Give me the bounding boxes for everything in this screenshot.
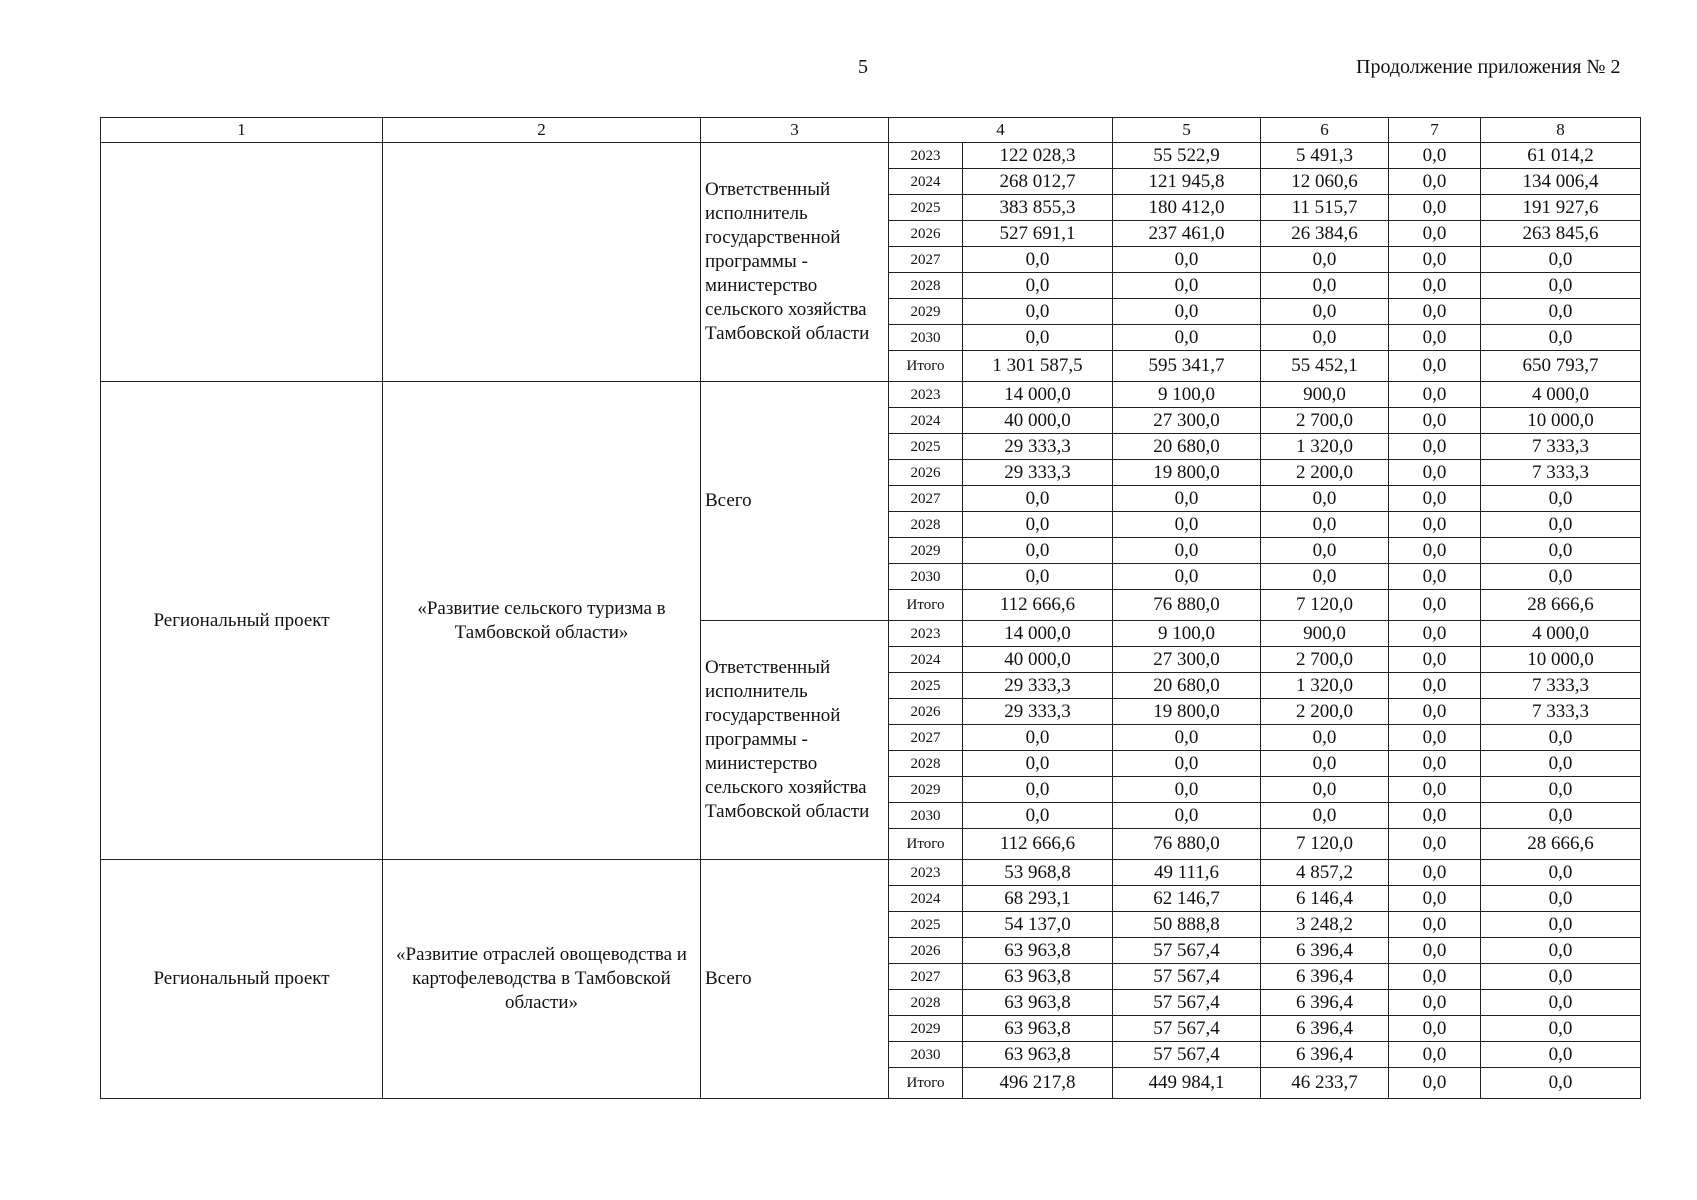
value-cell: 0,0 <box>1481 512 1641 538</box>
value-cell: 0,0 <box>1389 829 1481 860</box>
year-cell: 2028 <box>889 990 963 1016</box>
value-cell: 4 000,0 <box>1481 382 1641 408</box>
year-cell: 2027 <box>889 486 963 512</box>
value-cell: 0,0 <box>1481 1068 1641 1099</box>
value-cell: 0,0 <box>1113 247 1261 273</box>
value-cell: 0,0 <box>1389 751 1481 777</box>
year-cell: 2027 <box>889 725 963 751</box>
budget-table <box>100 117 1641 1099</box>
year-cell: 2025 <box>889 673 963 699</box>
value-cell: 0,0 <box>1113 486 1261 512</box>
value-cell: 0,0 <box>1481 751 1641 777</box>
value-cell: 237 461,0 <box>1113 221 1261 247</box>
value-cell: 63 963,8 <box>963 990 1113 1016</box>
value-cell: 63 963,8 <box>963 938 1113 964</box>
value-cell: 7 120,0 <box>1261 829 1389 860</box>
year-cell: Итого <box>889 1068 963 1099</box>
value-cell: 40 000,0 <box>963 647 1113 673</box>
value-cell: 62 146,7 <box>1113 886 1261 912</box>
value-cell: 0,0 <box>1261 325 1389 351</box>
value-cell: 28 666,6 <box>1481 590 1641 621</box>
value-cell: 12 060,6 <box>1261 169 1389 195</box>
year-cell: 2025 <box>889 912 963 938</box>
value-cell: 383 855,3 <box>963 195 1113 221</box>
value-cell: 0,0 <box>1389 990 1481 1016</box>
value-cell: 900,0 <box>1261 382 1389 408</box>
value-cell: 0,0 <box>1481 886 1641 912</box>
year-cell: 2027 <box>889 247 963 273</box>
value-cell: 0,0 <box>1261 486 1389 512</box>
value-cell: 0,0 <box>963 751 1113 777</box>
year-cell: 2024 <box>889 169 963 195</box>
project-name-cell: «Развитие отраслей овощеводства и картофелеводства в Тамбовской области» <box>383 860 701 1099</box>
year-cell: 2030 <box>889 325 963 351</box>
table-body <box>101 143 1641 1099</box>
value-cell: 0,0 <box>1389 1068 1481 1099</box>
value-cell: 900,0 <box>1261 621 1389 647</box>
value-cell: 29 333,3 <box>963 434 1113 460</box>
value-cell: 121 945,8 <box>1113 169 1261 195</box>
value-cell: 180 412,0 <box>1113 195 1261 221</box>
value-cell: 0,0 <box>1481 538 1641 564</box>
value-cell: 268 012,7 <box>963 169 1113 195</box>
value-cell: 9 100,0 <box>1113 382 1261 408</box>
year-cell: 2026 <box>889 938 963 964</box>
column-header: 8 <box>1481 118 1641 143</box>
value-cell: 29 333,3 <box>963 460 1113 486</box>
executor-cell: Ответственный исполнитель государственной программы - министерство сельского хозяйства Тамбовской области <box>701 143 889 382</box>
value-cell: 0,0 <box>1481 912 1641 938</box>
value-cell: 0,0 <box>1481 564 1641 590</box>
year-cell: 2023 <box>889 621 963 647</box>
value-cell: 0,0 <box>963 564 1113 590</box>
column-header: 6 <box>1261 118 1389 143</box>
year-cell: 2026 <box>889 699 963 725</box>
value-cell: 68 293,1 <box>963 886 1113 912</box>
value-cell: 263 845,6 <box>1481 221 1641 247</box>
year-cell: 2026 <box>889 460 963 486</box>
value-cell: 0,0 <box>1389 351 1481 382</box>
value-cell: 0,0 <box>1389 408 1481 434</box>
value-cell: 19 800,0 <box>1113 699 1261 725</box>
year-cell: 2030 <box>889 803 963 829</box>
value-cell: 7 333,3 <box>1481 460 1641 486</box>
value-cell: 0,0 <box>963 486 1113 512</box>
value-cell: 0,0 <box>1261 247 1389 273</box>
project-type-cell: Региональный проект <box>101 382 383 860</box>
value-cell: 0,0 <box>1113 803 1261 829</box>
value-cell: 0,0 <box>1389 486 1481 512</box>
value-cell: 0,0 <box>1389 460 1481 486</box>
value-cell: 29 333,3 <box>963 699 1113 725</box>
value-cell: 55 452,1 <box>1261 351 1389 382</box>
value-cell: 57 567,4 <box>1113 1016 1261 1042</box>
value-cell: 3 248,2 <box>1261 912 1389 938</box>
value-cell: 27 300,0 <box>1113 647 1261 673</box>
value-cell: 7 333,3 <box>1481 699 1641 725</box>
value-cell: 0,0 <box>1481 777 1641 803</box>
value-cell: 0,0 <box>963 512 1113 538</box>
value-cell: 6 396,4 <box>1261 1042 1389 1068</box>
value-cell: 0,0 <box>1389 673 1481 699</box>
year-cell: 2028 <box>889 512 963 538</box>
column-header: 2 <box>383 118 701 143</box>
value-cell: 2 700,0 <box>1261 408 1389 434</box>
value-cell: 50 888,8 <box>1113 912 1261 938</box>
year-cell: 2026 <box>889 221 963 247</box>
value-cell: 4 857,2 <box>1261 860 1389 886</box>
value-cell: 527 691,1 <box>963 221 1113 247</box>
value-cell: 0,0 <box>1481 860 1641 886</box>
value-cell: 9 100,0 <box>1113 621 1261 647</box>
value-cell: 27 300,0 <box>1113 408 1261 434</box>
value-cell: 0,0 <box>1389 1042 1481 1068</box>
value-cell: 0,0 <box>1481 247 1641 273</box>
value-cell: 0,0 <box>1389 912 1481 938</box>
column-header: 1 <box>101 118 383 143</box>
year-cell: 2028 <box>889 273 963 299</box>
year-cell: 2030 <box>889 564 963 590</box>
value-cell: 4 000,0 <box>1481 621 1641 647</box>
value-cell: 0,0 <box>1389 325 1481 351</box>
value-cell: 0,0 <box>1481 803 1641 829</box>
value-cell: 0,0 <box>1481 273 1641 299</box>
value-cell: 0,0 <box>1481 1042 1641 1068</box>
value-cell: 0,0 <box>1113 564 1261 590</box>
value-cell: 0,0 <box>1389 803 1481 829</box>
value-cell: 49 111,6 <box>1113 860 1261 886</box>
value-cell: 0,0 <box>1261 803 1389 829</box>
value-cell: 112 666,6 <box>963 829 1113 860</box>
value-cell: 2 200,0 <box>1261 699 1389 725</box>
value-cell: 2 700,0 <box>1261 647 1389 673</box>
column-header: 5 <box>1113 118 1261 143</box>
value-cell: 0,0 <box>963 325 1113 351</box>
year-cell: 2024 <box>889 886 963 912</box>
year-cell: 2027 <box>889 964 963 990</box>
value-cell: 191 927,6 <box>1481 195 1641 221</box>
value-cell: 10 000,0 <box>1481 408 1641 434</box>
value-cell: 0,0 <box>963 247 1113 273</box>
value-cell: 1 320,0 <box>1261 434 1389 460</box>
value-cell: 595 341,7 <box>1113 351 1261 382</box>
table-header-row <box>101 118 1641 143</box>
value-cell: 55 522,9 <box>1113 143 1261 169</box>
value-cell: 0,0 <box>1389 725 1481 751</box>
value-cell: 0,0 <box>963 273 1113 299</box>
value-cell: 0,0 <box>1481 299 1641 325</box>
value-cell: 0,0 <box>1389 590 1481 621</box>
value-cell: 0,0 <box>1113 273 1261 299</box>
value-cell: 0,0 <box>1261 751 1389 777</box>
value-cell: 0,0 <box>1261 725 1389 751</box>
table-row <box>101 143 1641 169</box>
value-cell: 63 963,8 <box>963 1042 1113 1068</box>
value-cell: 0,0 <box>1481 938 1641 964</box>
value-cell: 0,0 <box>1389 143 1481 169</box>
year-cell: 2029 <box>889 777 963 803</box>
value-cell: 11 515,7 <box>1261 195 1389 221</box>
value-cell: 0,0 <box>963 538 1113 564</box>
value-cell: 0,0 <box>1113 325 1261 351</box>
value-cell: 57 567,4 <box>1113 990 1261 1016</box>
value-cell: 0,0 <box>1261 512 1389 538</box>
value-cell: 53 968,8 <box>963 860 1113 886</box>
value-cell: 0,0 <box>1389 247 1481 273</box>
year-cell: 2025 <box>889 195 963 221</box>
value-cell: 10 000,0 <box>1481 647 1641 673</box>
value-cell: 0,0 <box>1261 273 1389 299</box>
value-cell: 0,0 <box>1481 325 1641 351</box>
value-cell: 0,0 <box>1261 564 1389 590</box>
value-cell: 0,0 <box>1389 299 1481 325</box>
value-cell: 7 120,0 <box>1261 590 1389 621</box>
value-cell: 1 320,0 <box>1261 673 1389 699</box>
year-cell: 2029 <box>889 1016 963 1042</box>
value-cell: 0,0 <box>1261 299 1389 325</box>
value-cell: 14 000,0 <box>963 382 1113 408</box>
value-cell: 0,0 <box>1389 434 1481 460</box>
value-cell: 134 006,4 <box>1481 169 1641 195</box>
value-cell: 0,0 <box>1389 1016 1481 1042</box>
value-cell: 0,0 <box>1261 538 1389 564</box>
value-cell: 0,0 <box>1261 777 1389 803</box>
project-name-cell <box>383 143 701 382</box>
value-cell: 0,0 <box>1481 1016 1641 1042</box>
value-cell: 0,0 <box>963 725 1113 751</box>
value-cell: 20 680,0 <box>1113 673 1261 699</box>
year-cell: 2023 <box>889 382 963 408</box>
value-cell: 0,0 <box>1389 964 1481 990</box>
value-cell: 46 233,7 <box>1261 1068 1389 1099</box>
year-cell: 2024 <box>889 647 963 673</box>
value-cell: 0,0 <box>1389 512 1481 538</box>
value-cell: 0,0 <box>1481 964 1641 990</box>
value-cell: 29 333,3 <box>963 673 1113 699</box>
year-cell: 2029 <box>889 538 963 564</box>
value-cell: 61 014,2 <box>1481 143 1641 169</box>
value-cell: 0,0 <box>1389 382 1481 408</box>
value-cell: 0,0 <box>1389 860 1481 886</box>
value-cell: 1 301 587,5 <box>963 351 1113 382</box>
value-cell: 112 666,6 <box>963 590 1113 621</box>
value-cell: 6 396,4 <box>1261 990 1389 1016</box>
value-cell: 122 028,3 <box>963 143 1113 169</box>
value-cell: 57 567,4 <box>1113 1042 1261 1068</box>
project-type-cell: Региональный проект <box>101 860 383 1099</box>
project-name-cell: «Развитие сельского туризма в Тамбовской области» <box>383 382 701 860</box>
column-header: 4 <box>889 118 1113 143</box>
value-cell: 0,0 <box>1389 938 1481 964</box>
value-cell: 14 000,0 <box>963 621 1113 647</box>
table-row <box>101 860 1641 886</box>
value-cell: 0,0 <box>1389 169 1481 195</box>
value-cell: 0,0 <box>1389 647 1481 673</box>
value-cell: 0,0 <box>1113 299 1261 325</box>
project-type-cell <box>101 143 383 382</box>
value-cell: 0,0 <box>963 803 1113 829</box>
year-cell: 2024 <box>889 408 963 434</box>
value-cell: 0,0 <box>1481 486 1641 512</box>
value-cell: 0,0 <box>1389 538 1481 564</box>
table-row <box>101 382 1641 408</box>
value-cell: 76 880,0 <box>1113 829 1261 860</box>
executor-cell: Всего <box>701 860 889 1099</box>
value-cell: 63 963,8 <box>963 1016 1113 1042</box>
value-cell: 40 000,0 <box>963 408 1113 434</box>
value-cell: 0,0 <box>1113 512 1261 538</box>
value-cell: 0,0 <box>1113 777 1261 803</box>
column-header: 3 <box>701 118 889 143</box>
value-cell: 57 567,4 <box>1113 964 1261 990</box>
executor-cell: Всего <box>701 382 889 621</box>
value-cell: 7 333,3 <box>1481 434 1641 460</box>
value-cell: 0,0 <box>1389 886 1481 912</box>
column-header: 7 <box>1389 118 1481 143</box>
value-cell: 20 680,0 <box>1113 434 1261 460</box>
value-cell: 0,0 <box>1389 221 1481 247</box>
value-cell: 6 396,4 <box>1261 938 1389 964</box>
value-cell: 2 200,0 <box>1261 460 1389 486</box>
value-cell: 449 984,1 <box>1113 1068 1261 1099</box>
year-cell: 2028 <box>889 751 963 777</box>
value-cell: 650 793,7 <box>1481 351 1641 382</box>
value-cell: 6 146,4 <box>1261 886 1389 912</box>
value-cell: 0,0 <box>1113 725 1261 751</box>
value-cell: 496 217,8 <box>963 1068 1113 1099</box>
value-cell: 0,0 <box>1481 725 1641 751</box>
value-cell: 0,0 <box>1113 538 1261 564</box>
value-cell: 0,0 <box>963 777 1113 803</box>
value-cell: 0,0 <box>1113 751 1261 777</box>
year-cell: Итого <box>889 590 963 621</box>
value-cell: 28 666,6 <box>1481 829 1641 860</box>
executor-cell: Ответственный исполнитель государственной программы - министерство сельского хозяйства Тамбовской области <box>701 621 889 860</box>
value-cell: 26 384,6 <box>1261 221 1389 247</box>
year-cell: Итого <box>889 829 963 860</box>
value-cell: 63 963,8 <box>963 964 1113 990</box>
value-cell: 7 333,3 <box>1481 673 1641 699</box>
value-cell: 5 491,3 <box>1261 143 1389 169</box>
value-cell: 0,0 <box>1389 699 1481 725</box>
year-cell: 2023 <box>889 860 963 886</box>
year-cell: 2030 <box>889 1042 963 1068</box>
value-cell: 0,0 <box>963 299 1113 325</box>
value-cell: 0,0 <box>1389 564 1481 590</box>
value-cell: 0,0 <box>1389 621 1481 647</box>
value-cell: 76 880,0 <box>1113 590 1261 621</box>
value-cell: 0,0 <box>1389 273 1481 299</box>
value-cell: 54 137,0 <box>963 912 1113 938</box>
year-cell: 2025 <box>889 434 963 460</box>
appendix-continuation-note: Продолжение приложения № 2 <box>1356 56 1621 78</box>
value-cell: 6 396,4 <box>1261 1016 1389 1042</box>
value-cell: 0,0 <box>1481 990 1641 1016</box>
page-number: 5 <box>858 56 868 78</box>
value-cell: 57 567,4 <box>1113 938 1261 964</box>
value-cell: 6 396,4 <box>1261 964 1389 990</box>
value-cell: 0,0 <box>1389 195 1481 221</box>
value-cell: 0,0 <box>1389 777 1481 803</box>
year-cell: Итого <box>889 351 963 382</box>
year-cell: 2029 <box>889 299 963 325</box>
year-cell: 2023 <box>889 143 963 169</box>
value-cell: 19 800,0 <box>1113 460 1261 486</box>
